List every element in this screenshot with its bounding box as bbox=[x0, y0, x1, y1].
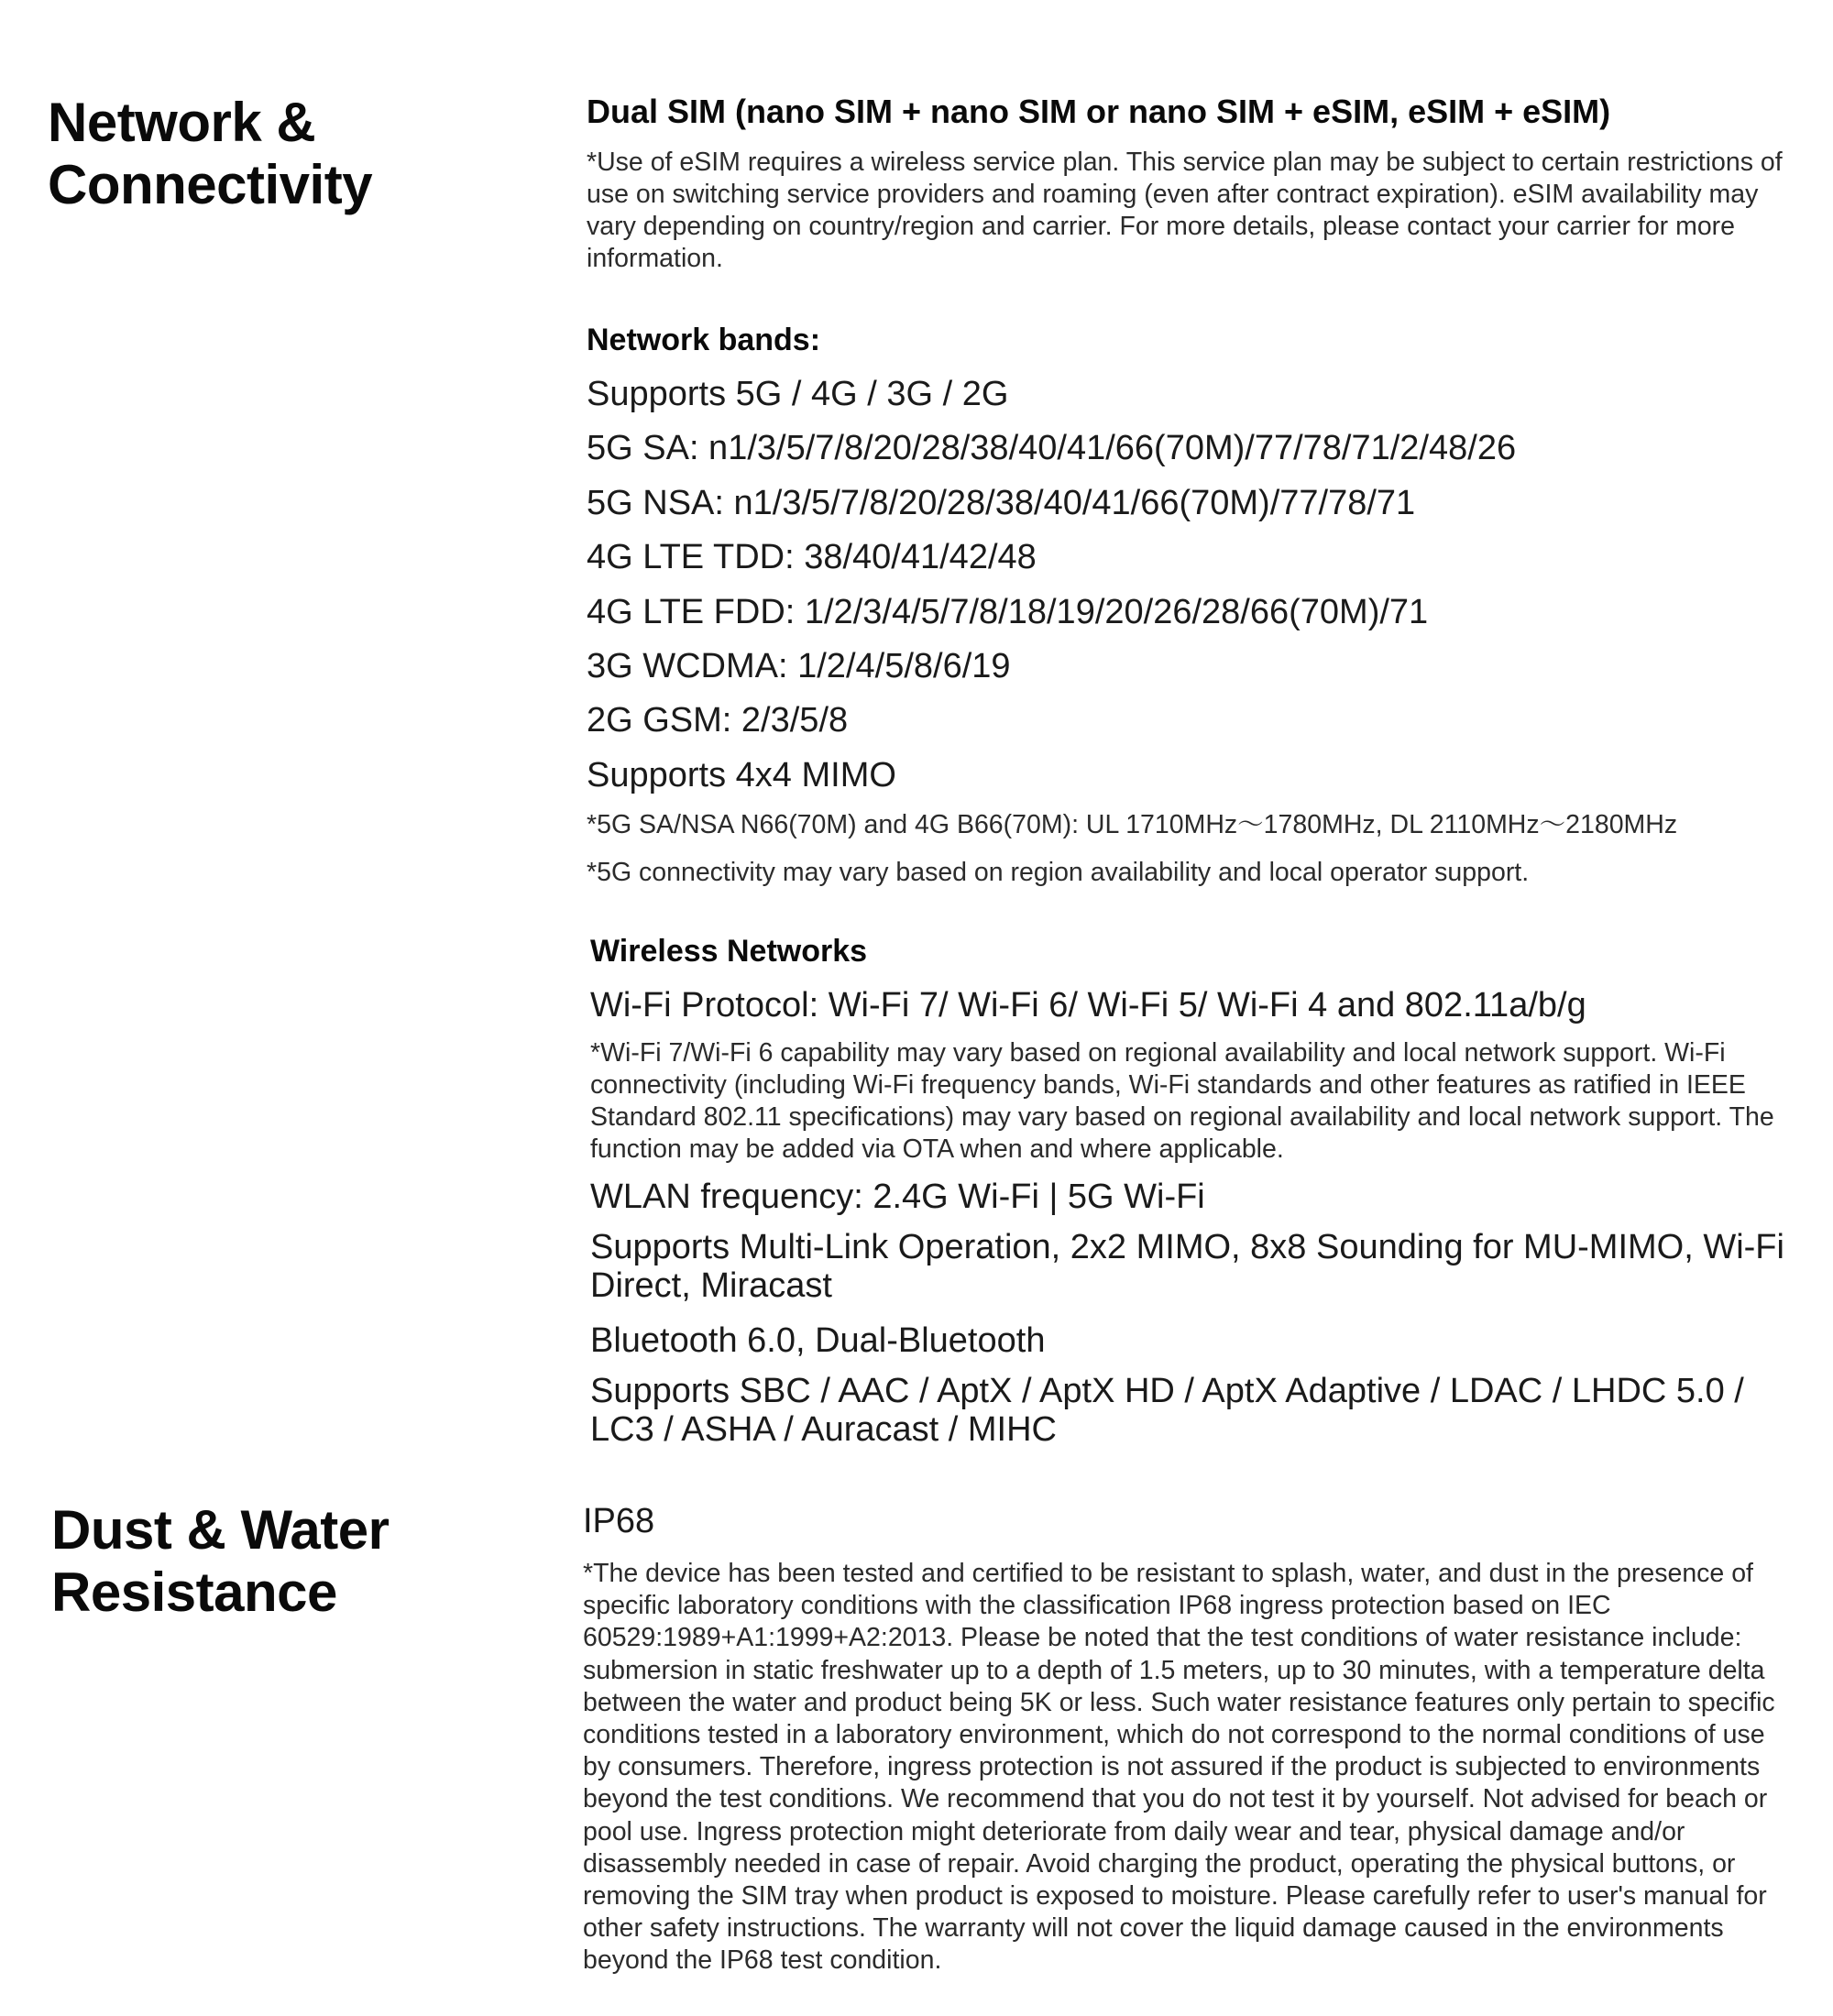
sim-heading: Dual SIM (nano SIM + nano SIM or nano SIM + eSIM, eSIM + eSIM) bbox=[587, 93, 1611, 130]
water-resistance-note: *The device has been tested and certified to be resistant to splash, water, and dust in the presence of specific laboratory conditions with the classification IP68 ingress protection based on IEC 60529:1989+A1:1999+A2:2013. Please be noted that the test conditions of water resistance include: submersion in static freshwater up to a depth of 1.5 meters, up to 30 minutes, with a temperature delta between the water and product being 5K or less. Such water resistance features only pertain to specific conditions tested in a laboratory environment, which do not correspond to the normal conditions of use by consumers. Therefore, ingress protection is not assured if the product is subjected to environments beyond the test conditions. We recommend that you do not test it by yourself. Not advised for beach or pool use. Ingress protection might deteriorate from daily wear and tear, physical damage and/or disassembly needed in case of repair. Avoid charging the product, operating the physical buttons, or removing the SIM tray when product is exposed to moisture. Please carefully refer to user's manual for other safety instructions. The warranty will not cover the liquid damage caused in the environments beyond the IP68 test condition. bbox=[583, 1559, 1775, 1976]
network-section-title bbox=[48, 92, 469, 216]
water-title-line1: Dust & Water bbox=[51, 1499, 390, 1561]
band-item: 5G SA: n1/3/5/7/8/20/28/38/40/41/66(70M)/77/78/71/2/48/26 bbox=[587, 429, 1517, 467]
band-item: 3G WCDMA: 1/2/4/5/8/6/19 bbox=[587, 647, 1011, 685]
water-section-content bbox=[583, 0, 1793, 2016]
band-item: 5G NSA: n1/3/5/7/8/20/28/38/40/41/66(70M)/77/78/71 bbox=[587, 484, 1416, 522]
wireless-networks-heading: Wireless Networks bbox=[590, 934, 868, 969]
water-title-line2: Resistance bbox=[51, 1561, 337, 1623]
network-bands-heading: Network bands: bbox=[587, 323, 821, 357]
band-note-5g: *5G connectivity may vary based on region availability and local operator support. bbox=[587, 858, 1530, 887]
band-item: 2G GSM: 2/3/5/8 bbox=[587, 701, 849, 740]
band-item: 4G LTE FDD: 1/2/3/4/5/7/8/18/19/20/26/28/66(70M)/71 bbox=[587, 593, 1429, 631]
network-title-line1: Network & bbox=[48, 92, 316, 153]
band-item: 4G LTE TDD: 38/40/41/42/48 bbox=[587, 538, 1037, 576]
wifi-protocol: Wi-Fi Protocol: Wi-Fi 7/ Wi-Fi 6/ Wi-Fi 5/ Wi-Fi 4 and 802.11a/b/g bbox=[590, 986, 1586, 1024]
wlan-frequency: WLAN frequency: 2.4G Wi-Fi | 5G Wi-Fi bbox=[590, 1178, 1205, 1216]
band-note-frequency: *5G SA/NSA N66(70M) and 4G B66(70M): UL 1710MHz～1780MHz, DL 2110MHz～2180MHz bbox=[587, 810, 1678, 839]
water-section-title bbox=[51, 1499, 473, 1624]
audio-codecs: Supports SBC / AAC / AptX / AptX HD / AptX Adaptive / LDAC / LHDC 5.0 / LC3 / ASHA / Auracast / MIHC bbox=[590, 1372, 1744, 1449]
bluetooth: Bluetooth 6.0, Dual-Bluetooth bbox=[590, 1321, 1046, 1360]
esim-note: *Use of eSIM requires a wireless service plan. This service plan may be subject to certain restrictions of use on switching service providers and roaming (even after contract expiration). eSIM availability may vary depending on country/region and carrier. For more details, please contact your carrier for more information. bbox=[587, 148, 1783, 273]
ip-rating: IP68 bbox=[583, 1502, 655, 1540]
multi-link-operation: Supports Multi-Link Operation, 2x2 MIMO, 8x8 Sounding for MU-MIMO, Wi-Fi Direct, Miracast bbox=[590, 1228, 1784, 1305]
wifi-note: *Wi-Fi 7/Wi-Fi 6 capability may vary based on regional availability and local network support. Wi-Fi connectivity (including Wi-Fi frequency bands, Wi-Fi standards and other features as ratified in IEEE Standard 802.11 specifications) may vary based on regional availability and local network support. The function may be added via OTA when and where applicable. bbox=[590, 1038, 1774, 1164]
network-title-line2: Connectivity bbox=[48, 154, 373, 215]
band-item: Supports 5G / 4G / 3G / 2G bbox=[587, 375, 1009, 413]
band-item: Supports 4x4 MIMO bbox=[587, 756, 896, 794]
